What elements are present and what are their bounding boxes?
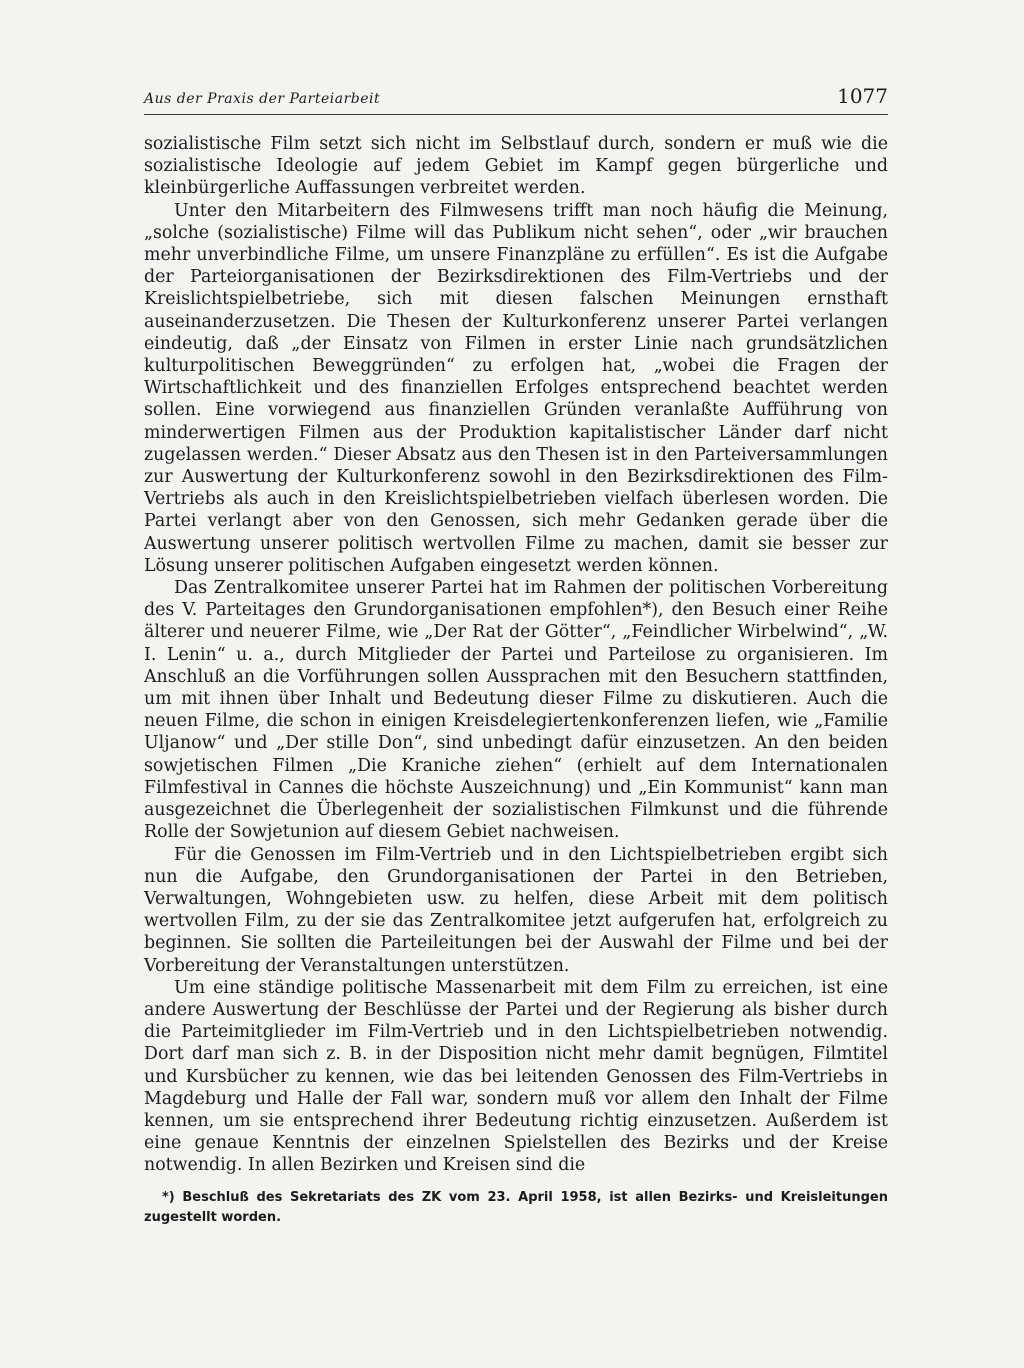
page-header (144, 78, 888, 115)
paragraph-2: Unter den Mitarbeitern des Filmwesens trifft man noch häufig die Meinung, „solche (sozialistische) Filme will das Publikum nicht sehen“, oder „wir brauchen mehr unverbindliche Filme, um unsere Finanzpläne zu erfüllen“. Es ist die Aufgabe der Parteiorganisationen der Bezirksdirektionen des Film-Vertriebs und der Kreislichtspielbetriebe, sich mit diesen falschen Meinungen ernsthaft auseinanderzusetzen. Die Thesen der Kulturkonferenz unserer Partei verlangen eindeutig, daß „der Einsatz von Filmen in erster Linie nach grundsätzlichen kulturpolitischen Beweggründen“ zu erfolgen hat, „wobei die Fragen der Wirtschaftlichkeit und des finanziellen Erfolges entsprechend beachtet werden sollen. Eine vorwiegend aus finanziellen Gründen veranlaßte Aufführung von minderwertigen Filmen aus der Produktion kapitalistischer Länder darf nicht zugelassen werden.“ Dieser Absatz aus den Thesen ist in den Parteiversammlungen zur Auswertung der Kulturkonferenz sowohl in den Bezirksdirektionen des Film-Vertriebs als auch in den Kreislichtspielbetrieben vielfach überlesen worden. Die Partei verlangt aber von den Genossen, sich mehr Gedanken gerade über die Auswertung unserer politisch wertvollen Filme zu machen, damit sie besser zur Lösung unserer politischen Aufgaben eingesetzt werden können. (144, 200, 888, 576)
paragraph-5: Um eine ständige politische Massenarbeit mit dem Film zu erreichen, ist eine andere Auswertung der Beschlüsse der Partei und der Regierung als bisher durch die Parteimitglieder im Film-Vertrieb und in den Lichtspielbetrieben notwendig. Dort darf man sich z. B. in der Disposition nicht mehr damit begnügen, Filmtitel und Kursbücher zu kennen, wie das bei leitenden Genossen des Film-Vertriebs in Magdeburg und Halle der Fall war, sondern muß vor allem den Inhalt der Filme kennen, um sie entsprechend ihrer Bedeutung richtig einzusetzen. Außerdem ist eine genaue Kenntnis der einzelnen Spielstellen des Bezirks und der Kreise notwendig. In allen Bezirken und Kreisen sind die (144, 977, 888, 1176)
body-text (144, 133, 888, 1177)
paragraph-4: Für die Genossen im Film-Vertrieb und in den Lichtspielbetrieben ergibt sich nun die Aufgabe, den Grundorganisationen der Partei in den Betrieben, Verwaltungen, Wohngebieten usw. zu helfen, diese Arbeit mit dem politisch wertvollen Film, zu der sie das Zentralkomitee jetzt aufgerufen hat, erfolgreich zu beginnen. Sie sollten die Parteileitungen bei der Auswahl der Filme und bei der Vorbereitung der Veranstaltungen unterstützen. (144, 844, 888, 976)
paragraph-1: sozialistische Film setzt sich nicht im Selbstlauf durch, sondern er muß wie die sozialistische Ideologie auf jedem Gebiet im Kampf gegen bürgerliche und kleinbürgerliche Auffassungen verbreitet werden. (144, 134, 888, 199)
paragraph-3: Das Zentralkomitee unserer Partei hat im Rahmen der politischen Vorbereitung des V. Parteitages den Grundorganisationen empfohlen*), den Besuch einer Reihe älterer und neuerer Filme, wie „Der Rat der Götter“, „Feindlicher Wirbelwind“, „W. I. Lenin“ u. a., durch Mitglieder der Partei und Parteilose zu organisieren. Im Anschluß an die Vorführungen sollen Aussprachen mit den Besuchern stattfinden, um mit ihnen über Inhalt und Bedeutung dieser Filme zu diskutieren. Auch die neuen Filme, die schon in einigen Kreisdelegiertenkonferenzen liefen, wie „Familie Uljanow“ und „Der stille Don“, sind unbedingt dafür einzusetzen. An den beiden sowjetischen Filmen „Die Kraniche ziehen“ (erhielt auf dem Internationalen Filmfestival in Cannes die höchste Auszeichnung) und „Ein Kommunist“ kann man ausgezeichnet die Überlegenheit der sozialistischen Filmkunst und die führende Rolle der Sowjetunion auf diesem Gebiet nachweisen. (144, 578, 888, 843)
page-number: 1077 (837, 84, 888, 108)
footnote: *) Beschluß des Sekretariats des ZK vom 23. April 1958, ist allen Bezirks- und Kreisleitungen zugestellt worden. (144, 1190, 888, 1225)
running-head: Aus der Praxis der Parteiarbeit (144, 91, 381, 107)
